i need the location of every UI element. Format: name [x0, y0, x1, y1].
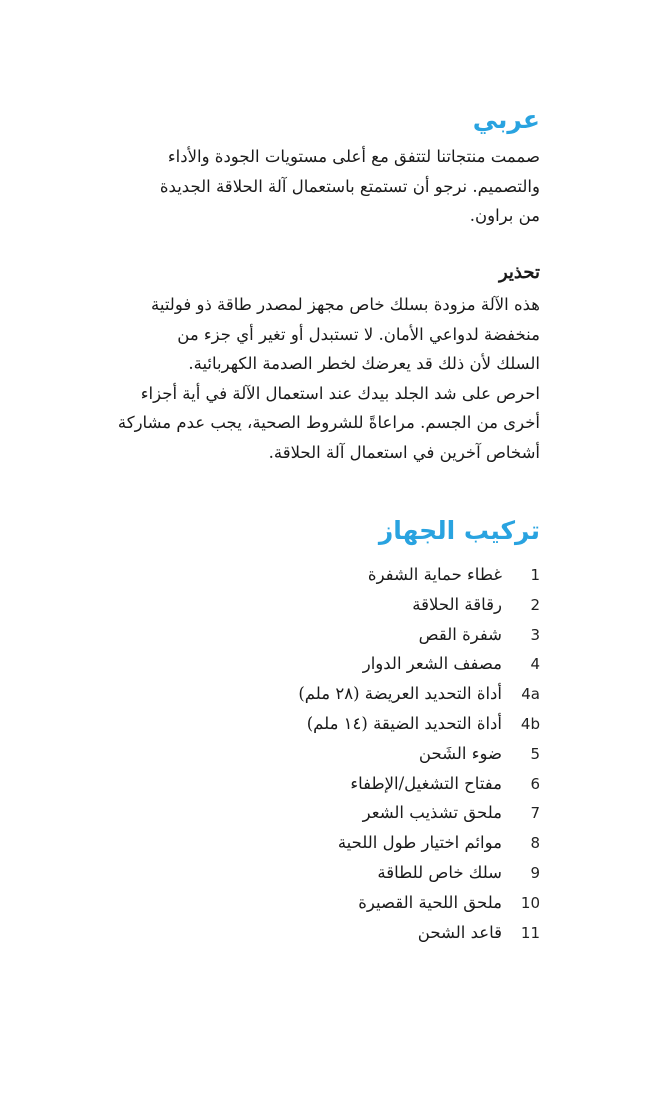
part-label: ملحق تشذيب الشعر [362, 803, 502, 823]
part-item [100, 649, 540, 679]
part-number: 11 [520, 923, 540, 942]
part-item [100, 769, 540, 799]
intro-line: من براون. [469, 206, 540, 225]
part-item [100, 620, 540, 650]
part-label: قاعد الشحن [417, 922, 502, 942]
part-number: 4a [521, 685, 540, 704]
part-number: 3 [530, 625, 540, 644]
part-number: 2 [530, 595, 540, 614]
part-item [100, 828, 540, 858]
parts-list [100, 560, 540, 947]
part-label: أداة التحديد الضيقة (١٤ ملم) [306, 713, 502, 733]
intro-paragraph [100, 142, 540, 231]
part-item [100, 560, 540, 590]
part-item [100, 709, 540, 739]
part-label: ملحق اللحية القصيرة [358, 892, 502, 912]
part-number: 10 [520, 893, 540, 912]
warning-line: احرص على شد الجلد بيدك عند استعمال الآلة في أية أجزاء [140, 383, 540, 403]
intro-line: والتصميم. نرجو أن تستمتع باستعمال آلة الحلاقة الجديدة [159, 176, 540, 196]
part-label: أداة التحديد العريضة (٢٨ ملم) [298, 684, 502, 704]
part-label: مصفف الشعر الدوار [362, 654, 502, 674]
part-item [100, 888, 540, 918]
part-label: غطاء حماية الشفرة [367, 565, 502, 584]
part-number: 1 [530, 566, 540, 584]
part-label: رقاقة الحلاقة [412, 594, 502, 614]
part-label: ضوء الشَحن [418, 743, 502, 763]
part-item [100, 798, 540, 828]
warning-line: هذه الآلة مزودة بسلك خاص مجهز لمصدر طاقة ذو فولتية [151, 295, 540, 314]
part-label: موائم اختيار طول اللحية [337, 833, 502, 853]
part-item [100, 858, 540, 888]
part-item [100, 679, 540, 709]
warning-line: السلك لأن ذلك قد يعرضك لخطر الصدمة الكهربائية. [188, 354, 540, 373]
part-number: 6 [530, 774, 540, 793]
language-heading: عربي [472, 105, 540, 134]
intro-line: صممت منتجاتنا لتتفق مع أعلى مستويات الجودة والأداء [167, 147, 540, 166]
warning-line: أخرى من الجسم. مراعاةً للشروط الصحية، يجب عدم مشاركة [117, 413, 540, 432]
part-number: 4 [530, 655, 540, 674]
part-number: 4b [520, 714, 540, 733]
part-number: 8 [530, 834, 540, 853]
warning-line: منخفضة لدواعي الأمان. لا تستبدل أو تغير أي جزء من [177, 324, 540, 344]
part-item [100, 739, 540, 769]
parts-heading: تركيب الجهاز [378, 516, 540, 545]
part-number: 5 [530, 744, 540, 763]
part-item [100, 918, 540, 948]
part-item [100, 590, 540, 620]
warning-heading: تحذير [498, 262, 540, 283]
part-number: 9 [530, 863, 540, 882]
part-number: 7 [530, 804, 540, 823]
warning-paragraph [100, 290, 540, 467]
warning-line: أشخاص آخرين في استعمال آلة الحلاقة. [268, 442, 540, 462]
part-label: سلك خاص للطاقة [377, 862, 502, 882]
part-label: مفتاح التشغيل/الإطفاء [350, 773, 502, 793]
part-label: شفرة القص [418, 624, 502, 644]
